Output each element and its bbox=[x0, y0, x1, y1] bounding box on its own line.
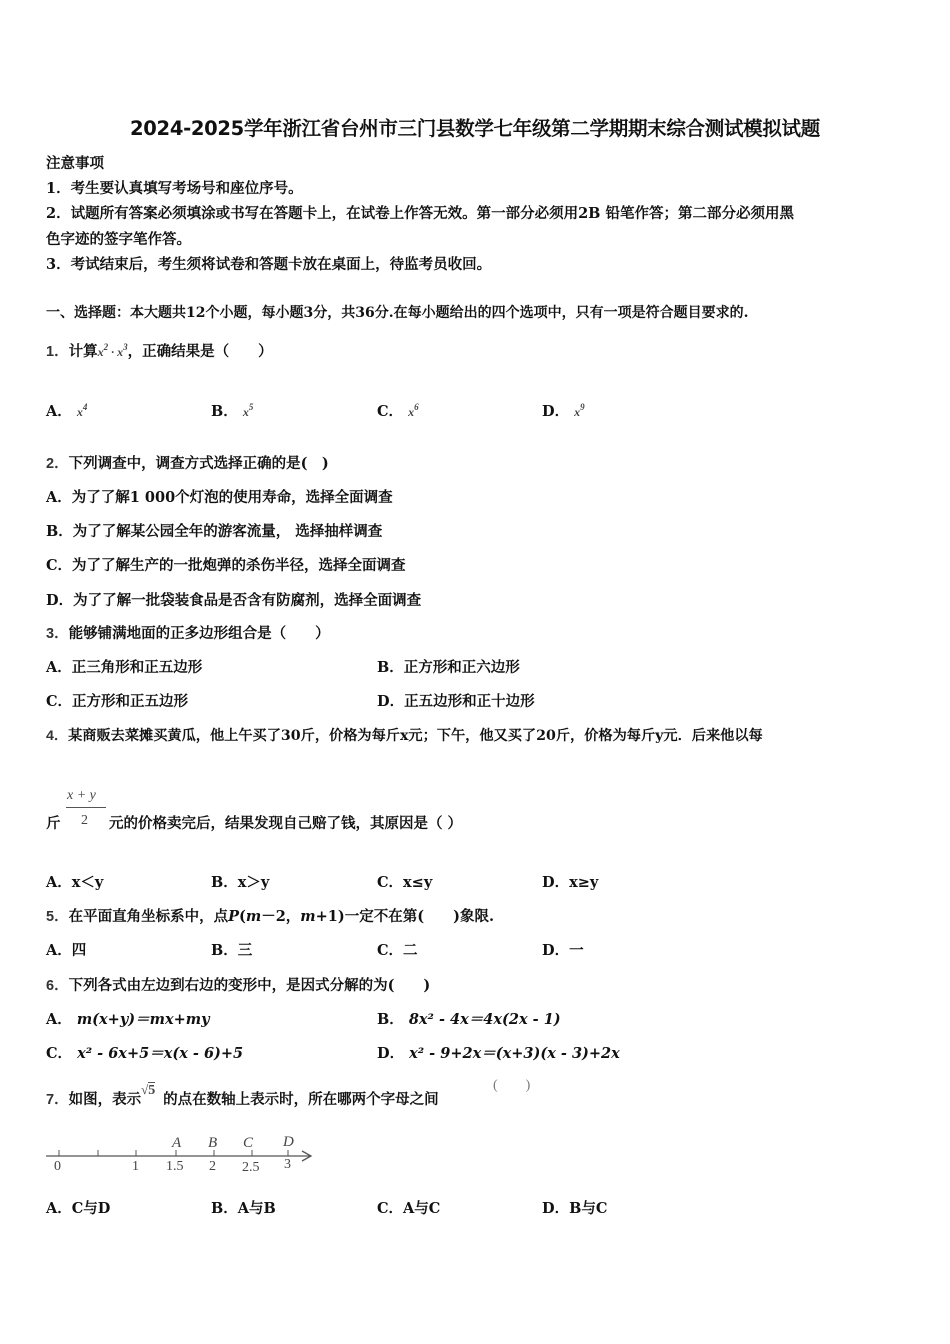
question-1: 1．计算$x^2 \cdot x^3$，正确结果是（ ） bbox=[46, 342, 273, 360]
option-a: A． $x^4$ bbox=[46, 402, 88, 420]
fraction-bar bbox=[66, 807, 106, 808]
question-7: 7．如图，表示√5的点在数轴上表示时，所在哪两个字母之间 bbox=[46, 1082, 439, 1108]
section-heading: 一、选择题：本大题共12个小题，每小题3分，共36分.在每小题给出的四个选项中，只有一项是符合题目要求的. bbox=[46, 305, 749, 321]
option-b: B．正方形和正六边形 bbox=[377, 659, 520, 676]
tick-label: 2 bbox=[209, 1159, 216, 1174]
option-b: B． 8x² - 4x＝4x(2x - 1) bbox=[377, 1011, 561, 1028]
option-a: A．x＜y bbox=[46, 874, 104, 891]
option-b: B．为了了解某公园全年的游客流量， 选择抽样调查 bbox=[46, 523, 383, 540]
point-label-a: A bbox=[172, 1135, 182, 1151]
point-label-b: B bbox=[208, 1135, 218, 1151]
option-b: B．A与B bbox=[211, 1200, 276, 1217]
fraction-numerator: x + y bbox=[67, 788, 96, 803]
question-6: 6．下列各式由左边到右边的变形中，是因式分解的为( ) bbox=[46, 977, 431, 994]
question-2: 2．下列调查中，调查方式选择正确的是( ) bbox=[46, 455, 329, 472]
option-c: C． $x^6$ bbox=[377, 402, 419, 420]
tick-label: 3 bbox=[284, 1157, 291, 1172]
number-line-figure bbox=[40, 1128, 320, 1178]
math-expression: $x^2 \cdot x^3$ bbox=[97, 342, 128, 359]
option-a: A．C与D bbox=[46, 1200, 111, 1217]
notice-item: 2．试题所有答案必须填涂或书写在答题卡上，在试卷上作答无效。第一部分必须用2B 铅笔作答；第二部分必须用黑 bbox=[46, 205, 794, 222]
tick-label: 1.5 bbox=[166, 1159, 184, 1174]
option-d: D．一 bbox=[542, 942, 584, 959]
option-b: B． $x^5$ bbox=[211, 402, 254, 420]
page-title: 2024-2025学年浙江省台州市三门县数学七年级第二学期期末综合测试模拟试题 bbox=[130, 117, 820, 140]
option-a: A．为了了解1 000个灯泡的使用寿命，选择全面调查 bbox=[46, 489, 393, 506]
question-4-line2-prefix: 斤 bbox=[46, 815, 61, 832]
question-3: 3．能够铺满地面的正多边形组合是（ ） bbox=[46, 625, 330, 642]
option-c: C． x² - 6x+5＝x(x - 6)+5 bbox=[46, 1045, 244, 1062]
option-a: A．四 bbox=[46, 942, 87, 959]
option-a: A． m(x+y)＝mx+my bbox=[46, 1011, 210, 1028]
option-d: D．x≥y bbox=[542, 874, 599, 891]
notice-heading: 注意事项 bbox=[46, 155, 104, 172]
answer-paren: ( ) bbox=[493, 1078, 531, 1093]
notice-item: 色字迹的签字笔作答。 bbox=[46, 231, 191, 248]
point-label-c: C bbox=[243, 1135, 254, 1151]
option-d: D． x² - 9+2x＝(x+3)(x - 3)+2x bbox=[377, 1045, 620, 1062]
tick-label: 1 bbox=[132, 1159, 139, 1174]
point-label-d: D bbox=[283, 1134, 294, 1150]
tick-label: 0 bbox=[54, 1159, 61, 1174]
option-d: D．正五边形和正十边形 bbox=[377, 693, 535, 710]
tick-label: 2.5 bbox=[242, 1160, 260, 1175]
question-4: 4．某商贩去菜摊买黄瓜，他上午买了30斤，价格为每斤x元；下午，他又买了20斤，价格为每斤y元．后来他以每 bbox=[46, 728, 763, 744]
option-b: B．三 bbox=[211, 942, 253, 959]
option-a: A．正三角形和正五边形 bbox=[46, 659, 203, 676]
question-4-line2: 元的价格卖完后，结果发现自己赔了钱，其原因是（ ） bbox=[109, 815, 463, 832]
option-d: D．为了了解一批袋装食品是否含有防腐剂，选择全面调查 bbox=[46, 592, 422, 609]
option-c: C．A与C bbox=[377, 1200, 441, 1217]
sqrt-expression: √5 bbox=[141, 1082, 156, 1098]
notice-item: 3．考试结束后，考生须将试卷和答题卡放在桌面上，待监考员收回。 bbox=[46, 256, 492, 273]
option-b: B．x＞y bbox=[211, 874, 270, 891]
option-c: C．二 bbox=[377, 942, 418, 959]
fraction-denominator: 2 bbox=[81, 813, 88, 828]
question-5: 5．在平面直角坐标系中，点P(m－2，m+1)一定不在第( )象限. bbox=[46, 908, 495, 925]
option-c: C．x≤y bbox=[377, 874, 433, 891]
option-d: D．B与C bbox=[542, 1200, 608, 1217]
option-d: D． $x^9$ bbox=[542, 402, 585, 420]
notice-item: 1．考生要认真填写考场号和座位序号。 bbox=[46, 180, 303, 197]
option-c: C．正方形和正五边形 bbox=[46, 693, 189, 710]
question-number: 1． bbox=[46, 344, 69, 360]
option-c: C．为了了解生产的一批炮弹的杀伤半径，选择全面调查 bbox=[46, 557, 406, 574]
